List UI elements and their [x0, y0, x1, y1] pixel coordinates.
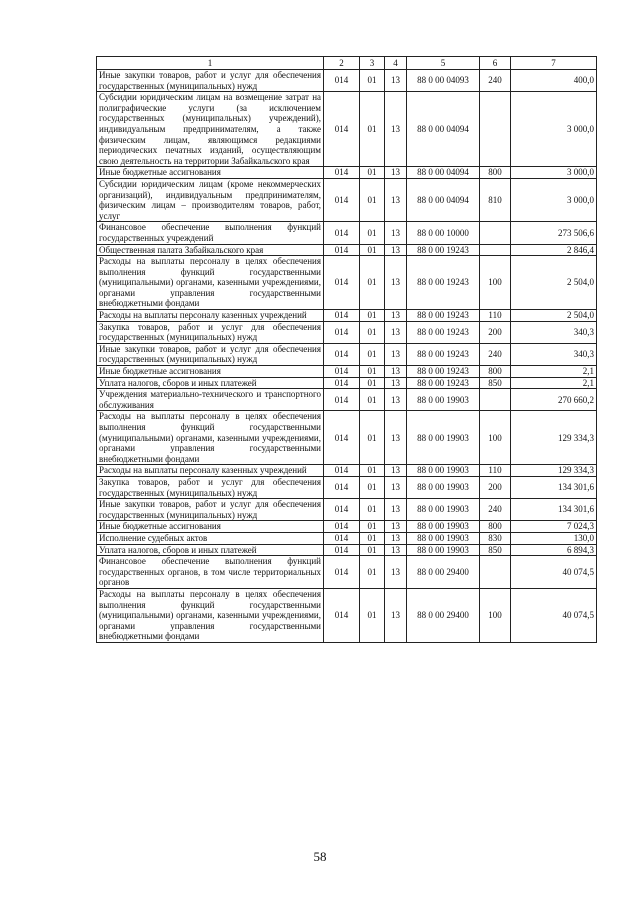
- cell-subsection: 13: [385, 377, 407, 389]
- table-row: [97, 343, 597, 365]
- cell-section: 01: [360, 92, 385, 167]
- cell-target-article: 88 0 00 19243: [407, 377, 480, 389]
- cell-amount: 6 894,3: [511, 544, 597, 556]
- header-row: [97, 57, 597, 70]
- cell-name: Расходы на выплаты персоналу в целях обеспечения выполнения функций государственными (муниципальными) органами, казенными учреждениями, органами управления государственными внебюджетными фондами: [97, 256, 324, 310]
- cell-expense-type: 100: [480, 256, 511, 310]
- cell-section: 01: [360, 532, 385, 544]
- cell-section: 01: [360, 343, 385, 365]
- cell-target-article: 88 0 00 19243: [407, 310, 480, 322]
- cell-name: Закупка товаров, работ и услуг для обеспечения государственных (муниципальных) нужд: [97, 321, 324, 343]
- cell-name: Расходы на выплаты персоналу казенных учреждений: [97, 465, 324, 477]
- cell-ministry-code: 014: [324, 366, 360, 378]
- cell-subsection: 13: [385, 389, 407, 411]
- table-row: [97, 588, 597, 642]
- cell-amount: 3 000,0: [511, 167, 597, 179]
- cell-amount: 130,0: [511, 532, 597, 544]
- table-row: [97, 321, 597, 343]
- cell-section: 01: [360, 377, 385, 389]
- cell-subsection: 13: [385, 256, 407, 310]
- cell-name: Закупка товаров, работ и услуг для обеспечения государственных (муниципальных) нужд: [97, 476, 324, 498]
- cell-amount: 7 024,3: [511, 521, 597, 533]
- cell-ministry-code: 014: [324, 521, 360, 533]
- cell-expense-type: [480, 92, 511, 167]
- cell-amount: 2 504,0: [511, 310, 597, 322]
- cell-subsection: 13: [385, 532, 407, 544]
- cell-section: 01: [360, 389, 385, 411]
- cell-expense-type: 800: [480, 521, 511, 533]
- cell-ministry-code: 014: [324, 244, 360, 256]
- cell-expense-type: 200: [480, 476, 511, 498]
- column-header-2: 2: [324, 57, 360, 70]
- cell-amount: 134 301,6: [511, 499, 597, 521]
- cell-name: Иные бюджетные ассигнования: [97, 521, 324, 533]
- cell-name: Иные закупки товаров, работ и услуг для обеспечения государственных (муниципальных) нужд: [97, 499, 324, 521]
- cell-ministry-code: 014: [324, 70, 360, 92]
- cell-section: 01: [360, 556, 385, 589]
- cell-section: 01: [360, 244, 385, 256]
- table-row: [97, 544, 597, 556]
- cell-target-article: 88 0 00 29400: [407, 556, 480, 589]
- cell-expense-type: [480, 556, 511, 589]
- cell-name: Исполнение судебных актов: [97, 532, 324, 544]
- table-row: [97, 70, 597, 92]
- cell-expense-type: 810: [480, 178, 511, 221]
- cell-target-article: 88 0 00 29400: [407, 588, 480, 642]
- cell-amount: 2,1: [511, 377, 597, 389]
- table-row: [97, 389, 597, 411]
- cell-subsection: 13: [385, 167, 407, 179]
- cell-target-article: 88 0 00 19903: [407, 411, 480, 465]
- table-row: [97, 532, 597, 544]
- cell-target-article: 88 0 00 19903: [407, 532, 480, 544]
- cell-expense-type: 240: [480, 70, 511, 92]
- table-row: [97, 377, 597, 389]
- cell-expense-type: 100: [480, 588, 511, 642]
- cell-section: 01: [360, 70, 385, 92]
- cell-amount: 129 334,3: [511, 411, 597, 465]
- cell-target-article: 88 0 00 19903: [407, 499, 480, 521]
- table-row: [97, 476, 597, 498]
- cell-name: Субсидии юридическим лицам на возмещение затрат на полиграфические услуги (за исключением государственных (муниципальных) учреждений), индивидуальным предпринимателям, а также физическим лицам, являющимся редакциями периодических печатных изданий, осуществляющим свою деятельность на территории Забайкальского края: [97, 92, 324, 167]
- cell-target-article: 88 0 00 10000: [407, 222, 480, 244]
- cell-subsection: 13: [385, 343, 407, 365]
- cell-ministry-code: 014: [324, 178, 360, 221]
- cell-section: 01: [360, 222, 385, 244]
- cell-amount: 273 506,6: [511, 222, 597, 244]
- cell-amount: 40 074,5: [511, 588, 597, 642]
- cell-expense-type: [480, 222, 511, 244]
- cell-amount: 40 074,5: [511, 556, 597, 589]
- cell-name: Расходы на выплаты персоналу казенных учреждений: [97, 310, 324, 322]
- cell-expense-type: 200: [480, 321, 511, 343]
- table-row: [97, 499, 597, 521]
- cell-name: Учреждения материально-технического и транспортного обслуживания: [97, 389, 324, 411]
- table-row: [97, 310, 597, 322]
- cell-section: 01: [360, 178, 385, 221]
- cell-ministry-code: 014: [324, 588, 360, 642]
- cell-ministry-code: 014: [324, 321, 360, 343]
- table-row: [97, 92, 597, 167]
- cell-ministry-code: 014: [324, 476, 360, 498]
- cell-name: Общественная палата Забайкальского края: [97, 244, 324, 256]
- cell-target-article: 88 0 00 04094: [407, 92, 480, 167]
- cell-amount: 340,3: [511, 343, 597, 365]
- cell-name: Иные бюджетные ассигнования: [97, 167, 324, 179]
- cell-subsection: 13: [385, 244, 407, 256]
- cell-subsection: 13: [385, 222, 407, 244]
- cell-section: 01: [360, 499, 385, 521]
- cell-expense-type: 850: [480, 544, 511, 556]
- cell-ministry-code: 014: [324, 256, 360, 310]
- cell-subsection: 13: [385, 588, 407, 642]
- cell-ministry-code: 014: [324, 92, 360, 167]
- cell-ministry-code: 014: [324, 222, 360, 244]
- cell-target-article: 88 0 00 04094: [407, 167, 480, 179]
- table-row: [97, 366, 597, 378]
- column-header-6: 6: [480, 57, 511, 70]
- cell-subsection: 13: [385, 70, 407, 92]
- cell-subsection: 13: [385, 521, 407, 533]
- cell-section: 01: [360, 411, 385, 465]
- cell-section: 01: [360, 476, 385, 498]
- cell-ministry-code: 014: [324, 167, 360, 179]
- cell-expense-type: 850: [480, 377, 511, 389]
- cell-expense-type: 240: [480, 343, 511, 365]
- cell-subsection: 13: [385, 499, 407, 521]
- cell-target-article: 88 0 00 19243: [407, 321, 480, 343]
- cell-expense-type: 800: [480, 366, 511, 378]
- cell-ministry-code: 014: [324, 310, 360, 322]
- cell-section: 01: [360, 588, 385, 642]
- cell-expense-type: 800: [480, 167, 511, 179]
- table-row: [97, 256, 597, 310]
- cell-name: Финансовое обеспечение выполнения функций государственных учреждений: [97, 222, 324, 244]
- cell-subsection: 13: [385, 556, 407, 589]
- page-number: 58: [313, 849, 327, 864]
- cell-ministry-code: 014: [324, 343, 360, 365]
- column-header-3: 3: [360, 57, 385, 70]
- cell-ministry-code: 014: [324, 544, 360, 556]
- cell-amount: 3 000,0: [511, 92, 597, 167]
- table-row: [97, 222, 597, 244]
- cell-ministry-code: 014: [324, 411, 360, 465]
- cell-amount: 2 846,4: [511, 244, 597, 256]
- cell-name: Уплата налогов, сборов и иных платежей: [97, 377, 324, 389]
- cell-target-article: 88 0 00 19903: [407, 389, 480, 411]
- cell-section: 01: [360, 321, 385, 343]
- column-header-1: 1: [97, 57, 324, 70]
- cell-target-article: 88 0 00 19243: [407, 244, 480, 256]
- budget-table: [96, 56, 597, 643]
- cell-ministry-code: 014: [324, 389, 360, 411]
- cell-name: Иные закупки товаров, работ и услуг для обеспечения государственных (муниципальных) нужд: [97, 343, 324, 365]
- cell-section: 01: [360, 310, 385, 322]
- cell-amount: 129 334,3: [511, 465, 597, 477]
- cell-name: Расходы на выплаты персоналу в целях обеспечения выполнения функций государственными (муниципальными) органами, казенными учреждениями, органами управления государственными внебюджетными фондами: [97, 411, 324, 465]
- cell-amount: 270 660,2: [511, 389, 597, 411]
- cell-target-article: 88 0 00 04093: [407, 70, 480, 92]
- cell-name: Финансовое обеспечение выполнения функций государственных органов, в том числе территориальных органов: [97, 556, 324, 589]
- cell-amount: 3 000,0: [511, 178, 597, 221]
- cell-section: 01: [360, 521, 385, 533]
- column-header-4: 4: [385, 57, 407, 70]
- cell-expense-type: [480, 244, 511, 256]
- cell-ministry-code: 014: [324, 556, 360, 589]
- cell-ministry-code: 014: [324, 532, 360, 544]
- cell-expense-type: 110: [480, 310, 511, 322]
- cell-subsection: 13: [385, 92, 407, 167]
- cell-expense-type: 110: [480, 465, 511, 477]
- table-row: [97, 411, 597, 465]
- cell-target-article: 88 0 00 19903: [407, 476, 480, 498]
- cell-target-article: 88 0 00 19243: [407, 256, 480, 310]
- cell-section: 01: [360, 465, 385, 477]
- table-row: [97, 167, 597, 179]
- cell-name: Иные бюджетные ассигнования: [97, 366, 324, 378]
- cell-ministry-code: 014: [324, 465, 360, 477]
- cell-ministry-code: 014: [324, 377, 360, 389]
- cell-expense-type: 240: [480, 499, 511, 521]
- cell-target-article: 88 0 00 19243: [407, 366, 480, 378]
- cell-amount: 2 504,0: [511, 256, 597, 310]
- cell-subsection: 13: [385, 465, 407, 477]
- cell-subsection: 13: [385, 178, 407, 221]
- cell-expense-type: [480, 389, 511, 411]
- table-row: [97, 521, 597, 533]
- cell-section: 01: [360, 256, 385, 310]
- cell-name: Субсидии юридическим лицам (кроме некоммерческих организаций), индивидуальным предпринимателям, физическим лицам – производителям товаров, работ, услуг: [97, 178, 324, 221]
- cell-section: 01: [360, 544, 385, 556]
- table-row: [97, 244, 597, 256]
- cell-subsection: 13: [385, 411, 407, 465]
- cell-target-article: 88 0 00 19903: [407, 521, 480, 533]
- cell-subsection: 13: [385, 366, 407, 378]
- cell-target-article: 88 0 00 19903: [407, 544, 480, 556]
- column-header-7: 7: [511, 57, 597, 70]
- cell-name: Иные закупки товаров, работ и услуг для обеспечения государственных (муниципальных) нужд: [97, 70, 324, 92]
- cell-target-article: 88 0 00 19903: [407, 465, 480, 477]
- cell-amount: 134 301,6: [511, 476, 597, 498]
- column-header-5: 5: [407, 57, 480, 70]
- cell-amount: 2,1: [511, 366, 597, 378]
- cell-subsection: 13: [385, 476, 407, 498]
- table-row: [97, 465, 597, 477]
- cell-name: Расходы на выплаты персоналу в целях обеспечения выполнения функций государственными (муниципальными) органами, казенными учреждениями, органами управления государственными внебюджетными фондами: [97, 588, 324, 642]
- cell-ministry-code: 014: [324, 499, 360, 521]
- cell-amount: 340,3: [511, 321, 597, 343]
- cell-target-article: 88 0 00 04094: [407, 178, 480, 221]
- cell-subsection: 13: [385, 310, 407, 322]
- cell-amount: 400,0: [511, 70, 597, 92]
- table-row: [97, 178, 597, 221]
- table-row: [97, 556, 597, 589]
- cell-target-article: 88 0 00 19243: [407, 343, 480, 365]
- cell-section: 01: [360, 366, 385, 378]
- cell-subsection: 13: [385, 321, 407, 343]
- cell-section: 01: [360, 167, 385, 179]
- cell-expense-type: 830: [480, 532, 511, 544]
- cell-expense-type: 100: [480, 411, 511, 465]
- cell-subsection: 13: [385, 544, 407, 556]
- cell-name: Уплата налогов, сборов и иных платежей: [97, 544, 324, 556]
